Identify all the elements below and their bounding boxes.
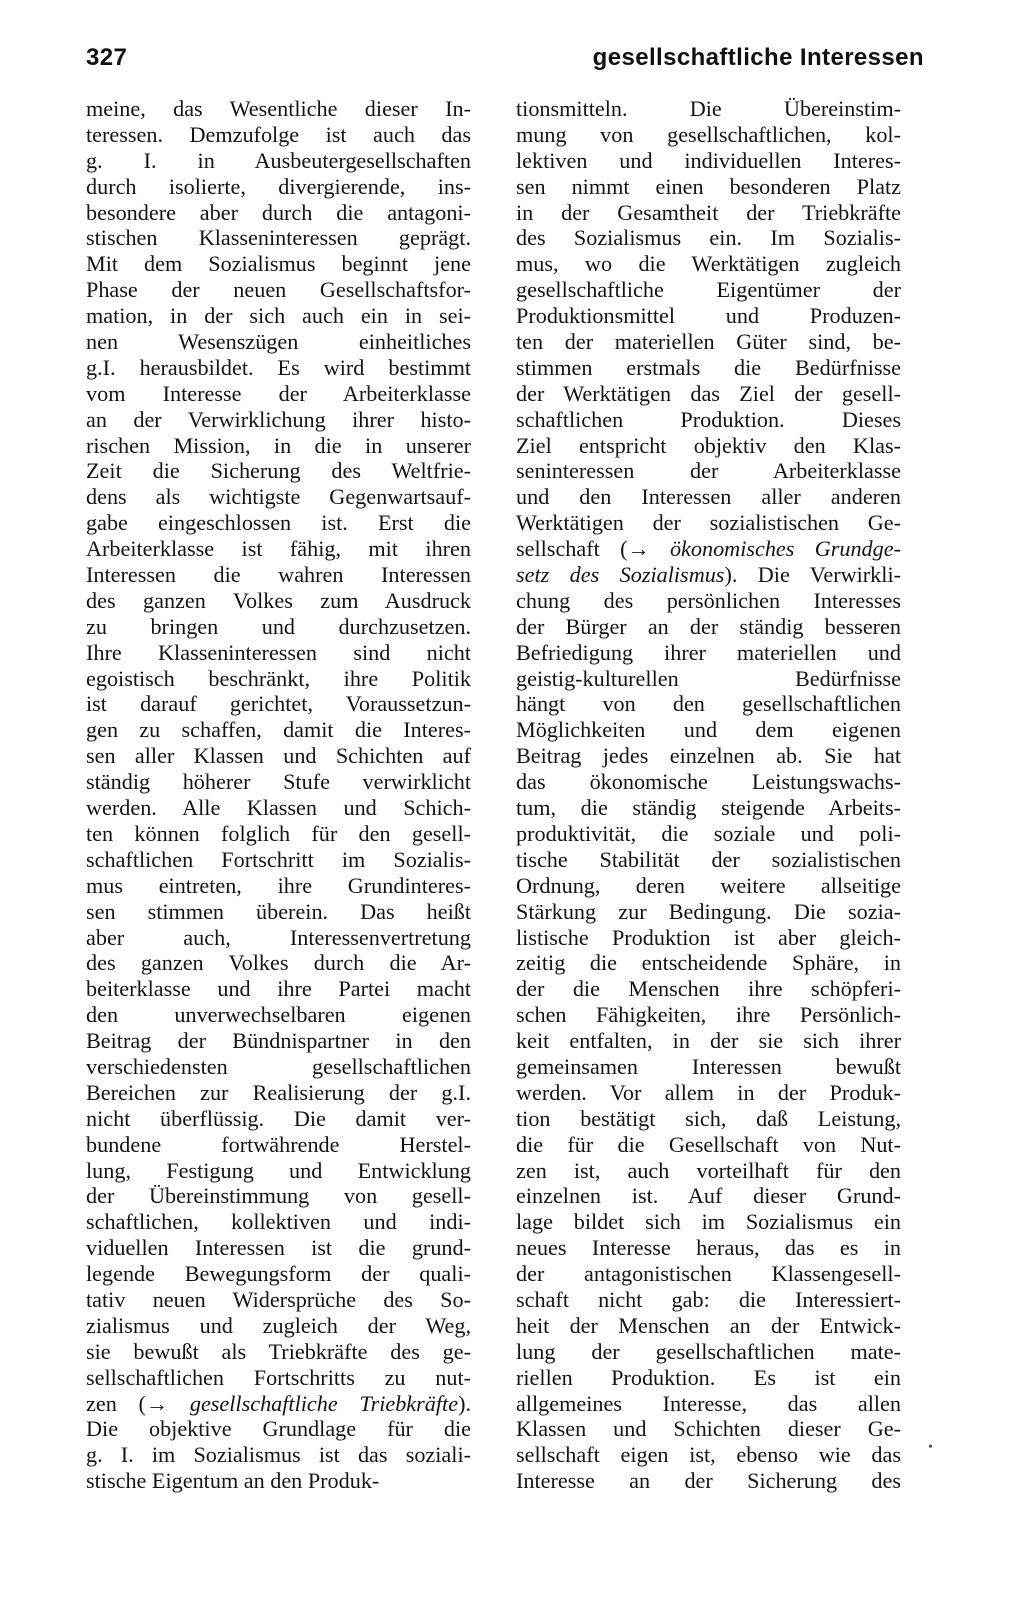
text-line: den unverwechselbaren eigenen xyxy=(86,1002,471,1028)
text-line: legende Bewegungsform der quali- xyxy=(86,1261,471,1287)
text-line: dens als wichtigste Gegenwartsauf- xyxy=(86,484,471,510)
text-line: mung von gesellschaftlichen, kol- xyxy=(516,121,901,147)
text-line: Bereichen zur Realisierung der g.I. xyxy=(86,1079,471,1105)
text-line xyxy=(86,1391,471,1417)
text-line: teressen. Demzufolge ist auch das xyxy=(86,121,471,147)
text-line: chung des persönlichen Interesses xyxy=(516,587,901,613)
right-text-column xyxy=(516,96,901,1494)
text-line: die für die Gesellschaft von Nut- xyxy=(516,1131,901,1157)
text-line: viduellen Interessen ist die grund- xyxy=(86,1235,471,1261)
text-line: gesellschaftliche Eigentümer der xyxy=(516,277,901,303)
text-line: riellen Produktion. Es ist ein xyxy=(516,1364,901,1390)
text-line: g. I. im Sozialismus ist das soziali- xyxy=(86,1442,471,1468)
text-line: sellschaftlichen Fortschritts zu nut- xyxy=(86,1364,471,1390)
text-line: durch isolierte, divergierende, ins- xyxy=(86,173,471,199)
text-line: schen Fähigkeiten, ihre Persönlich- xyxy=(516,1002,901,1028)
text-line: listische Produktion ist aber gleich- xyxy=(516,924,901,950)
text-line: ist darauf gerichtet, Voraussetzun- xyxy=(86,691,471,717)
text-line: mus, wo die Werktätigen zugleich xyxy=(516,251,901,277)
text-line: neues Interesse heraus, das es in xyxy=(516,1235,901,1261)
text-line: Beitrag der Bündnispartner in den xyxy=(86,1028,471,1054)
text-segment: zen ( xyxy=(86,1390,146,1416)
text-line: lung der gesellschaftlichen mate- xyxy=(516,1338,901,1364)
text-line: mation, in der sich auch ein in sei- xyxy=(86,303,471,329)
text-line: sen aller Klassen und Schichten auf xyxy=(86,743,471,769)
text-line: stischen Klasseninteressen geprägt. xyxy=(86,225,471,251)
text-line: das ökonomische Leistungswachs- xyxy=(516,769,901,795)
text-line: Arbeiterklasse ist fähig, mit ihren xyxy=(86,536,471,562)
running-title: gesellschaftliche Interessen xyxy=(592,44,924,71)
text-line: verschiedensten gesellschaftlichen xyxy=(86,1053,471,1079)
text-line: allgemeines Interesse, das allen xyxy=(516,1390,901,1416)
text-line: sen stimmen überein. Das heißt xyxy=(86,898,471,924)
cross-reference: → gesellschaftliche Triebkräfte xyxy=(145,1390,459,1416)
text-line: Produktionsmittel und Produzen- xyxy=(516,303,901,329)
text-line: ten können folglich für den gesell- xyxy=(86,820,471,846)
text-line: keit entfalten, in der sie sich ihrer xyxy=(516,1028,901,1054)
text-line: g.I. herausbildet. Es wird bestimmt xyxy=(86,354,471,380)
text-line: meine, das Wesentliche dieser In- xyxy=(86,96,471,121)
cross-reference: → ökonomisches Grundge- xyxy=(627,536,901,562)
text-segment: ). Die Verwirkli- xyxy=(724,562,901,588)
text-line: tionsmitteln. Die Übereinstim- xyxy=(516,96,901,121)
text-line: einzelnen ist. Auf dieser Grund- xyxy=(516,1183,901,1209)
text-line: des ganzen Volkes zum Ausdruck xyxy=(86,587,471,613)
text-line: in der Gesamtheit der Triebkräfte xyxy=(516,199,901,225)
text-line: der Bürger an der ständig besseren xyxy=(516,613,901,639)
text-line: besondere aber durch die antagoni- xyxy=(86,199,471,225)
text-line: der Übereinstimmung von gesell- xyxy=(86,1183,471,1209)
text-segment: ). xyxy=(458,1390,471,1416)
text-line: gemeinsamen Interessen bewußt xyxy=(516,1053,901,1079)
text-line: lage bildet sich im Sozialismus ein xyxy=(516,1209,901,1235)
text-line: zialismus und zugleich der Weg, xyxy=(86,1312,471,1338)
text-line: zen ist, auch vorteilhaft für den xyxy=(516,1157,901,1183)
text-line: schaftlichen Produktion. Dieses xyxy=(516,406,901,432)
print-speck: • xyxy=(928,1440,933,1455)
text-line: der antagonistischen Klassengesell- xyxy=(516,1261,901,1287)
text-line: tativ neuen Widersprüche des So- xyxy=(86,1286,471,1312)
text-line: der die Menschen ihre schöpferi- xyxy=(516,976,901,1002)
text-line: stische Eigentum an den Produk- xyxy=(86,1468,380,1494)
text-line: Ziel entspricht objektiv den Klas- xyxy=(516,432,901,458)
text-line: Klassen und Schichten dieser Ge- xyxy=(516,1416,901,1442)
text-line: sie bewußt als Triebkräfte des ge- xyxy=(86,1338,471,1364)
text-line: tion bestätigt sich, daß Leistung, xyxy=(516,1105,901,1131)
text-line: und den Interessen aller anderen xyxy=(516,484,901,510)
text-line: produktivität, die soziale und poli- xyxy=(516,820,901,846)
text-line: sellschaft eigen ist, ebenso wie das xyxy=(516,1442,901,1468)
text-line: Ihre Klasseninteressen sind nicht xyxy=(86,639,471,665)
text-line: werden. Vor allem in der Produk- xyxy=(516,1079,901,1105)
text-line: Stärkung zur Bedingung. Die sozia- xyxy=(516,898,901,924)
text-line: ständig höherer Stufe verwirklicht xyxy=(86,769,471,795)
text-line: rischen Mission, in die in unserer xyxy=(86,432,471,458)
text-line: tum, die ständig steigende Arbeits- xyxy=(516,795,901,821)
text-line: des ganzen Volkes durch die Ar- xyxy=(86,950,471,976)
text-line: stimmen erstmals die Bedürfnisse xyxy=(516,354,901,380)
text-line: gen zu schaffen, damit die Interes- xyxy=(86,717,471,743)
text-line: tische Stabilität der sozialistischen xyxy=(516,846,901,872)
text-line: an der Verwirklichung ihrer histo- xyxy=(86,406,471,432)
text-line: Die objektive Grundlage für die xyxy=(86,1416,471,1442)
text-line: geistig-kulturellen Bedürfnisse xyxy=(516,665,901,691)
text-line: Interesse an der Sicherung des xyxy=(516,1468,901,1494)
text-line: vom Interesse der Arbeiterklasse xyxy=(86,380,471,406)
text-line: schaftlichen Fortschritt im Sozialis- xyxy=(86,846,471,872)
text-line: Werktätigen der sozialistischen Ge- xyxy=(516,510,901,536)
text-line: Interessen die wahren Interessen xyxy=(86,562,471,588)
text-line: werden. Alle Klassen und Schich- xyxy=(86,795,471,821)
cross-reference: setz des Sozialismus xyxy=(516,562,725,588)
text-line: Mit dem Sozialismus beginnt jene xyxy=(86,251,471,277)
text-line: des Sozialismus ein. Im Sozialis- xyxy=(516,225,901,251)
text-line: Zeit die Sicherung des Weltfrie- xyxy=(86,458,471,484)
text-line: Phase der neuen Gesellschaftsfor- xyxy=(86,277,471,303)
text-line: zu bringen und durchzusetzen. xyxy=(86,613,471,639)
text-line: egoistisch beschränkt, ihre Politik xyxy=(86,665,471,691)
text-line: heit der Menschen an der Entwick- xyxy=(516,1312,901,1338)
text-line xyxy=(516,536,901,562)
text-line: nicht überflüssig. Die damit ver- xyxy=(86,1105,471,1131)
text-line xyxy=(516,562,901,588)
text-line: beiterklasse und ihre Partei macht xyxy=(86,976,471,1002)
text-line: g. I. in Ausbeutergesellschaften xyxy=(86,147,471,173)
text-line: sen nimmt einen besonderen Platz xyxy=(516,173,901,199)
text-line: bundene fortwährende Herstel- xyxy=(86,1131,471,1157)
text-line: mus eintreten, ihre Grundinteres- xyxy=(86,872,471,898)
text-line: Möglichkeiten und dem eigenen xyxy=(516,717,901,743)
text-line: schaftlichen, kollektiven und indi- xyxy=(86,1209,471,1235)
page-number: 327 xyxy=(86,44,128,71)
text-line: der Werktätigen das Ziel der gesell- xyxy=(516,380,901,406)
text-line: Befriedigung ihrer materiellen und xyxy=(516,639,901,665)
text-line: gabe eingeschlossen ist. Erst die xyxy=(86,510,471,536)
text-line: zeitig die entscheidende Sphäre, in xyxy=(516,950,901,976)
left-text-column xyxy=(86,96,471,1494)
text-line: hängt von den gesellschaftlichen xyxy=(516,691,901,717)
text-line: ten der materiellen Güter sind, be- xyxy=(516,329,901,355)
text-line: seninteressen der Arbeiterklasse xyxy=(516,458,901,484)
text-line: Beitrag jedes einzelnen ab. Sie hat xyxy=(516,743,901,769)
text-line: nen Wesenszügen einheitliches xyxy=(86,329,471,355)
text-segment: sellschaft ( xyxy=(516,536,628,562)
text-line: lung, Festigung und Entwicklung xyxy=(86,1157,471,1183)
text-line: schaft nicht gab: die Interessiert- xyxy=(516,1286,901,1312)
text-line: lektiven und individuellen Interes- xyxy=(516,147,901,173)
text-line: aber auch, Interessenvertretung xyxy=(86,924,471,950)
text-line: Ordnung, deren weitere allseitige xyxy=(516,872,901,898)
